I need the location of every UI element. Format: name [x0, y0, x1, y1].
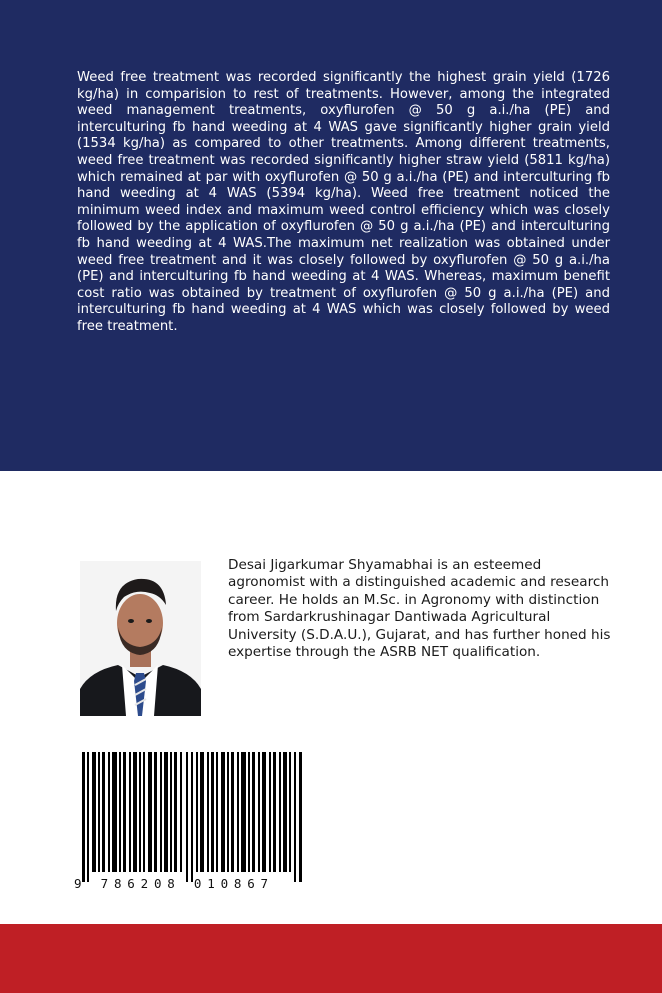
book-abstract: Weed free treatment was recorded significantly the highest grain yield (1726 kg/ha) in comparision to rest of treatments. However, among the integrated weed management treatments, oxyflurofen @ 50 g a.i./ha (PE) and interculturing fb hand weeding at 4 WAS gave significantly higher grain yield (1534 kg/ha) as compared to other treatments. Among different treatments, weed free treatment was recorded significantly higher straw yield (5811 kg/ha) which remained at par with oxyflurofen @ 50 g a.i./ha (PE) and interculturing fb hand weeding at 4 WAS (5394 kg/ha). Weed free treatment noticed the minimum weed index and maximum weed control efficiency which was closely followed by the application of oxyflurofen @ 50 g a.i./ha (PE) and interculturing fb hand weeding at 4 WAS.The maximum net realization was obtained under weed free treatment and it was closely followed by oxyflurofen @ 50 g a.i./ha (PE) and interculturing fb hand weeding at 4 WAS. Whereas, maximum benefit cost ratio was obtained by treatment of oxyflurofen @ 50 g a.i./ha (PE) and interculturing fb hand weeding at 4 WAS which was closely followed by weed free treatment.: [77, 70, 610, 334]
author-photo: [80, 561, 201, 716]
author-bio: Desai Jigarkumar Shyamabhai is an esteemed agronomist with a distinguished academic and research career. He holds an M.Sc. in Agronomy with distinction from Sardarkrushinagar Dantiwada Agricultural University (S.D.A.U.), Gujarat, and has further honed his expertise through the ASRB NET qualification.: [228, 557, 611, 661]
isbn-barcode: [74, 752, 310, 894]
back-cover-top-panel: [0, 0, 662, 471]
author-portrait-icon: [80, 561, 201, 716]
barcode-icon: [82, 752, 308, 882]
bottom-color-band: [0, 924, 662, 993]
isbn-digits: 9 786208 010867: [74, 876, 274, 891]
